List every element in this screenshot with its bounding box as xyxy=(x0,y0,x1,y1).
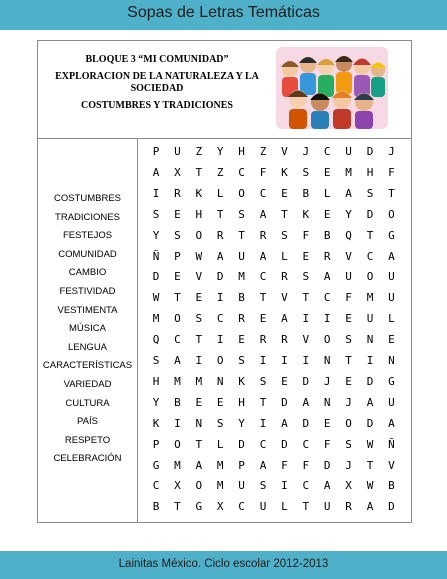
list-item: COMUNIDAD xyxy=(58,248,117,260)
grid-letter: E xyxy=(281,186,288,200)
grid-letter: M xyxy=(195,374,203,388)
grid-letter: G xyxy=(195,500,203,514)
grid-letter: I xyxy=(195,354,203,367)
grid-letter: U xyxy=(388,395,395,409)
grid-letter: C xyxy=(152,479,160,493)
grid-letter: E xyxy=(174,207,181,221)
grid-letter: A xyxy=(366,395,374,409)
grid-letter: A xyxy=(302,395,310,409)
grid-letter: Z xyxy=(259,145,267,158)
grid-letter: V xyxy=(388,458,395,472)
grid-letter: S xyxy=(195,312,203,326)
grid-letter: X xyxy=(345,479,352,493)
grid-letter: L xyxy=(281,500,288,514)
grid-letter: C xyxy=(259,186,267,200)
grid-letter: O xyxy=(388,207,395,221)
grid-letter: Y xyxy=(152,228,160,242)
grid-letter: E xyxy=(259,312,267,326)
grid-letter: A xyxy=(174,354,181,367)
grid-letter: M xyxy=(345,165,352,179)
grid-letter: X xyxy=(174,479,181,493)
list-item: CELEBRACIÓN xyxy=(53,453,122,465)
header-info xyxy=(42,54,272,112)
grid-letter: S xyxy=(238,354,245,367)
grid-letter: E xyxy=(195,291,203,305)
grid-letter: U xyxy=(238,479,245,493)
grid-letter: M xyxy=(174,458,181,472)
header-bar xyxy=(0,0,447,30)
grid-letter: D xyxy=(152,270,160,284)
grid-letter: V xyxy=(281,145,288,158)
grid-letter: D xyxy=(238,437,245,451)
grid-letter: E xyxy=(323,207,331,221)
grid-letter: R xyxy=(174,186,181,200)
grid-letter: A xyxy=(388,249,395,263)
grid-letter: A xyxy=(323,479,331,493)
grid-letter: R xyxy=(281,270,288,284)
grid-letter: I xyxy=(366,354,374,367)
grid-letter: M xyxy=(174,374,181,388)
grid-letter: U xyxy=(238,249,245,263)
list-item: CULTURA xyxy=(65,397,110,409)
grid-letter: K xyxy=(281,165,288,179)
grid-letter: U xyxy=(345,145,352,158)
grid-letter: H xyxy=(195,207,203,221)
grid-letter: T xyxy=(238,228,245,242)
topic-label: COSTUMBRES Y TRADICIONES xyxy=(81,100,233,111)
children-illustration-icon xyxy=(276,47,388,129)
grid-letter: D xyxy=(388,500,395,514)
grid-letter: S xyxy=(259,374,267,388)
grid-letter: B xyxy=(238,291,245,305)
grid-letter: X xyxy=(216,500,224,514)
grid-letter: U xyxy=(345,270,352,284)
grid-letter: V xyxy=(281,291,288,305)
grid-letter: J xyxy=(345,395,352,409)
footer-bar xyxy=(0,551,447,579)
grid-letter: M xyxy=(366,291,374,305)
grid-letter: R xyxy=(259,333,267,347)
grid-letter: T xyxy=(174,291,181,305)
grid-letter: U xyxy=(366,312,374,326)
grid-letter: N xyxy=(366,333,374,347)
grid-letter: L xyxy=(281,249,288,263)
grid-letter: H xyxy=(238,395,245,409)
grid-letter: L xyxy=(216,437,224,451)
grid-letter: O xyxy=(345,416,352,430)
grid-letter: N xyxy=(323,354,331,367)
grid-letter: P xyxy=(238,458,245,472)
grid-letter: K xyxy=(238,374,245,388)
grid-letter: A xyxy=(388,416,395,430)
grid-letter: J xyxy=(388,145,395,158)
grid-letter: T xyxy=(302,500,310,514)
grid-letter: S xyxy=(216,416,224,430)
grid-letter: J xyxy=(345,458,352,472)
list-item: COSTUMBRES xyxy=(53,193,122,204)
grid-letter: I xyxy=(174,416,181,430)
list-item: TRADICIONES xyxy=(55,211,120,223)
grid-letter: N xyxy=(388,354,395,367)
grid-letter: I xyxy=(281,479,288,493)
grid-letter: C xyxy=(323,291,331,305)
list-item: FESTIVIDAD xyxy=(59,286,116,297)
grid-letter: S xyxy=(345,333,352,347)
grid-letter: R xyxy=(323,249,331,263)
grid-letter: H xyxy=(238,145,245,158)
grid-letter: C xyxy=(259,437,267,451)
grid-letter: M xyxy=(152,312,160,326)
grid-letter: I xyxy=(216,333,224,347)
grid-letter: E xyxy=(238,333,245,347)
grid-letter: Y xyxy=(345,207,352,221)
grid-letter: C xyxy=(238,165,245,179)
list-item: MÚSICA xyxy=(69,323,106,335)
list-item: RESPETO xyxy=(64,434,111,446)
grid-letter: V xyxy=(195,270,203,284)
grid-letter: I xyxy=(323,312,331,326)
list-item: CAMBIO xyxy=(68,267,107,279)
grid-letter: A xyxy=(259,207,267,221)
grid-letter: T xyxy=(366,458,374,472)
grid-letter: J xyxy=(302,145,310,158)
grid-letter: O xyxy=(323,333,331,347)
grid-letter: A xyxy=(345,186,352,200)
grid-letter: B xyxy=(152,500,160,514)
grid-letter: O xyxy=(195,228,203,242)
grid-letter: P xyxy=(152,437,160,451)
grid-letter: P xyxy=(174,249,181,263)
grid-letter: A xyxy=(259,249,267,263)
grid-letter: O xyxy=(174,312,181,326)
worksheet-header xyxy=(38,41,411,139)
grid-letter: K xyxy=(195,186,203,200)
grid-letter: N xyxy=(323,395,331,409)
grid-letter: B xyxy=(302,186,310,200)
grid-letter: L xyxy=(216,186,224,200)
grid-letter: B xyxy=(388,479,395,493)
grid-letter: O xyxy=(174,437,181,451)
grid-letter: X xyxy=(174,165,181,179)
grid-letter: F xyxy=(302,228,310,242)
grid-letter: F xyxy=(281,458,288,472)
grid-letter: A xyxy=(323,270,331,284)
grid-letter: I xyxy=(216,291,224,305)
grid-letter: S xyxy=(366,186,374,200)
grid-letter: Ñ xyxy=(152,249,160,263)
grid-letter: Y xyxy=(152,395,160,409)
block-label: BLOQUE 3 “MI COMUNIDAD” xyxy=(85,54,229,65)
grid-letter: T xyxy=(259,395,267,409)
list-item: LENGUA xyxy=(67,341,108,353)
list-item: CARACTERÍSTICAS xyxy=(42,360,133,372)
grid-letter: A xyxy=(281,312,288,326)
grid-letter: H xyxy=(366,165,374,179)
grid-letter: C xyxy=(238,500,245,514)
grid-letter: D xyxy=(302,416,310,430)
grid-letter: C xyxy=(366,249,374,263)
grid-letter: E xyxy=(323,165,331,179)
grid-letter: D xyxy=(323,458,331,472)
grid-letter: D xyxy=(216,270,224,284)
grid-letter: O xyxy=(238,186,245,200)
grid-letter: S xyxy=(152,207,160,221)
grid-letter: C xyxy=(302,479,310,493)
grid-letter: R xyxy=(238,312,245,326)
grid-letter: T xyxy=(302,291,310,305)
grid-letter: R xyxy=(216,228,224,242)
grid-letter: L xyxy=(323,186,331,200)
grid-letter: Q xyxy=(152,333,160,347)
list-item: VARIEDAD xyxy=(63,379,112,390)
grid-letter: M xyxy=(216,479,224,493)
grid-letter: G xyxy=(388,228,395,242)
grid-letter: E xyxy=(216,395,224,409)
grid-letter: E xyxy=(174,270,181,284)
grid-letter: L xyxy=(388,312,395,326)
grid-letter: U xyxy=(388,270,395,284)
column-divider xyxy=(137,138,138,523)
grid-letter: T xyxy=(195,165,203,179)
page-title: Sopas de Letras Temáticas xyxy=(127,4,320,21)
grid-letter: S xyxy=(259,479,267,493)
grid-letter: S xyxy=(345,437,352,451)
grid-letter: C xyxy=(323,145,331,158)
grid-letter: M xyxy=(238,270,245,284)
grid-letter: T xyxy=(281,207,288,221)
grid-letter: C xyxy=(259,270,267,284)
grid-letter: Ñ xyxy=(388,437,395,451)
grid-letter: A xyxy=(281,416,288,430)
grid-letter: W xyxy=(152,291,160,305)
grid-letter: I xyxy=(259,354,267,367)
grid-letter: U xyxy=(174,145,181,158)
grid-letter: T xyxy=(259,291,267,305)
grid-letter: T xyxy=(388,186,395,200)
grid-letter: W xyxy=(195,249,203,263)
grid-letter: I xyxy=(281,354,288,367)
grid-letter: S xyxy=(302,270,310,284)
grid-letter: R xyxy=(259,228,267,242)
grid-letter: C xyxy=(216,312,224,326)
grid-letter: D xyxy=(281,395,288,409)
grid-letter: Y xyxy=(238,416,245,430)
grid-letter: V xyxy=(302,333,310,347)
grid-letter: Z xyxy=(216,165,224,179)
grid-letter: S xyxy=(281,228,288,242)
grid-letter: I xyxy=(302,312,310,326)
grid-letter: E xyxy=(388,333,395,347)
grid-letter: U xyxy=(259,500,267,514)
grid-letter: U xyxy=(323,500,331,514)
grid-letter: T xyxy=(195,333,203,347)
grid-letter: O xyxy=(216,354,224,367)
grid-letter: I xyxy=(302,354,310,367)
grid-letter: N xyxy=(195,416,203,430)
grid-letter: I xyxy=(152,186,160,200)
grid-letter: T xyxy=(216,207,224,221)
grid-letter: B xyxy=(323,228,331,242)
footer-text: Lainitas México. Ciclo escolar 2012-2013 xyxy=(118,558,329,570)
subject-label: EXPLORACION DE LA NATURALEZA Y LA SOCIEDAD xyxy=(55,71,259,94)
grid-letter: O xyxy=(195,479,203,493)
grid-letter: E xyxy=(345,312,352,326)
list-item: PAÍS xyxy=(77,416,98,428)
grid-letter: A xyxy=(259,458,267,472)
grid-letter: G xyxy=(388,374,395,388)
worksheet xyxy=(37,40,412,523)
grid-letter: P xyxy=(152,145,160,158)
grid-letter: A xyxy=(366,500,374,514)
grid-letter: S xyxy=(238,207,245,221)
grid-letter: Q xyxy=(345,228,352,242)
grid-letter: B xyxy=(174,395,181,409)
grid-letter: M xyxy=(216,458,224,472)
grid-letter: V xyxy=(345,249,352,263)
grid-letter: K xyxy=(152,416,160,430)
grid-letter: T xyxy=(366,228,374,242)
grid-letter: A xyxy=(216,249,224,263)
grid-letter: D xyxy=(366,374,374,388)
grid-letter: S xyxy=(174,228,181,242)
grid-letter: R xyxy=(345,500,352,514)
grid-letter: W xyxy=(366,437,374,451)
grid-letter: E xyxy=(195,395,203,409)
grid-letter: F xyxy=(323,437,331,451)
grid-letter: K xyxy=(302,207,310,221)
grid-letter: A xyxy=(195,458,203,472)
grid-letter: D xyxy=(366,207,374,221)
grid-letter: F xyxy=(345,291,352,305)
grid-letter: Y xyxy=(216,145,224,158)
grid-letter: F xyxy=(259,165,267,179)
grid-letter: R xyxy=(281,333,288,347)
grid-letter: T xyxy=(174,500,181,514)
grid-letter: G xyxy=(152,458,160,472)
grid-letter: O xyxy=(366,270,374,284)
grid-letter: D xyxy=(281,437,288,451)
list-item: FESTEJOS xyxy=(62,230,113,242)
grid-letter: W xyxy=(366,479,374,493)
grid-letter: N xyxy=(216,374,224,388)
grid-letter: S xyxy=(302,165,310,179)
grid-letter: C xyxy=(174,333,181,347)
grid-letter: E xyxy=(302,249,310,263)
grid-letter: U xyxy=(388,291,395,305)
grid-letter: H xyxy=(152,374,160,388)
grid-letter: C xyxy=(302,437,310,451)
grid-letter: F xyxy=(302,458,310,472)
grid-letter: S xyxy=(152,354,160,367)
grid-letter: D xyxy=(366,416,374,430)
grid-letter: D xyxy=(302,374,310,388)
grid-letter: A xyxy=(152,165,160,179)
grid-letter: E xyxy=(281,374,288,388)
grid-letter: Z xyxy=(195,145,203,158)
grid-letter: E xyxy=(345,374,352,388)
grid-letter: J xyxy=(323,374,331,388)
grid-letter: T xyxy=(345,354,352,367)
grid-letter: E xyxy=(323,416,331,430)
grid-letter: T xyxy=(195,437,203,451)
list-item: VESTIMENTA xyxy=(57,304,118,316)
grid-letter: F xyxy=(388,165,395,179)
grid-letter: D xyxy=(366,145,374,158)
grid-letter: I xyxy=(259,416,267,430)
